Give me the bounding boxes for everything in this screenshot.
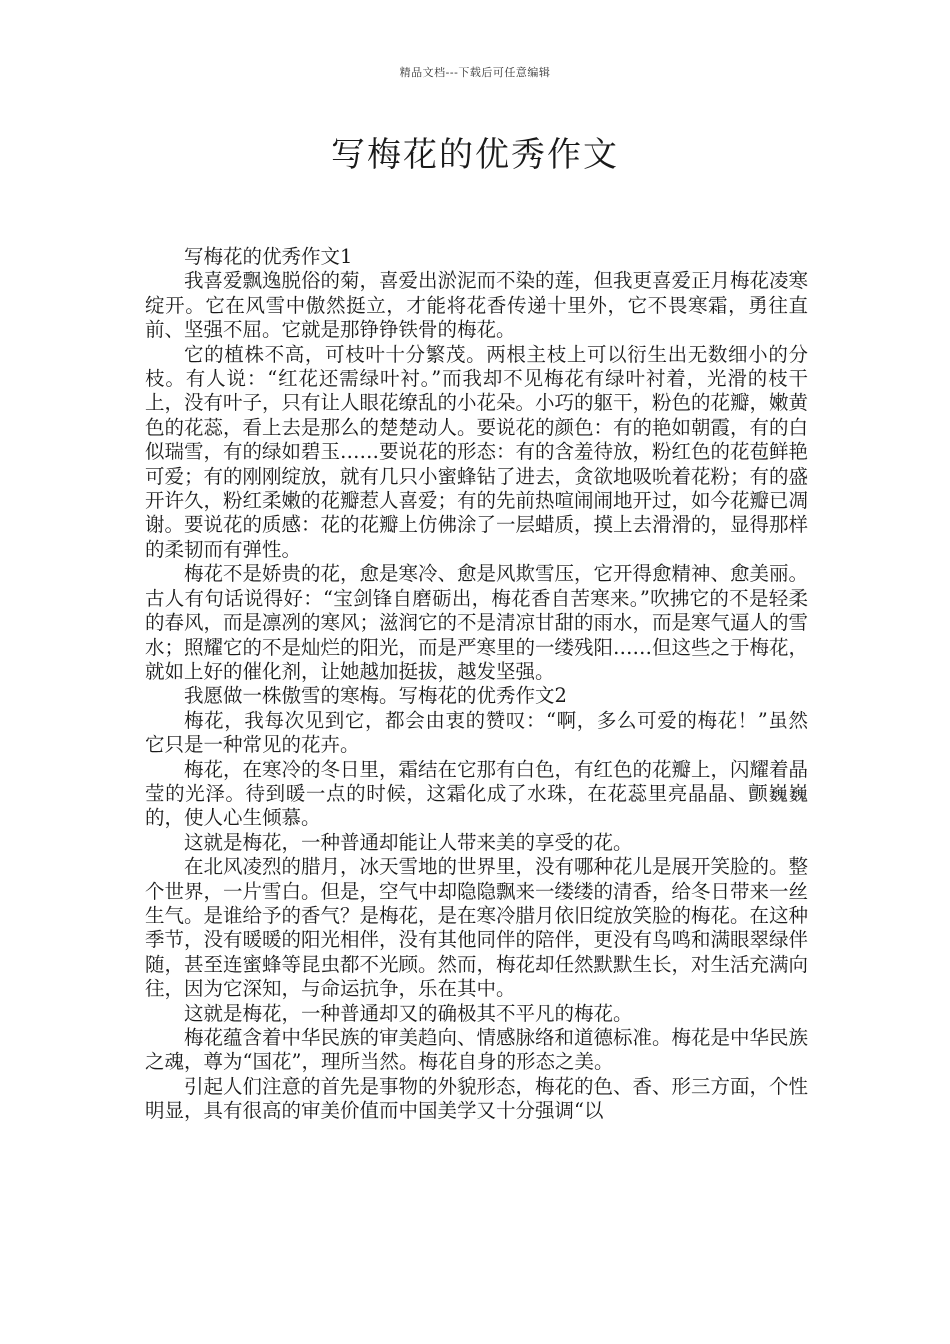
paragraph: 梅花不是娇贵的花，愈是寒冷、愈是风欺雪压，它开得愈精神、愈美丽。古人有句话说得好：“宝剑锋自磨砺出，梅花香自苦寒来。”吹拂它的不是轻柔的春风，而是凛冽的寒风；滋润它的不是清凉甘甜的雨水，而是寒气逼人的雪水；照耀它的不是灿烂的阳光，而是严寒里的一缕残阳……但这些之于梅花，就如上好的催化剂，让她越加挺拔，越发坚强。 <box>145 562 809 683</box>
paragraph: 梅花，在寒冷的冬日里，霜结在它那有白色，有红色的花瓣上，闪耀着晶莹的光泽。待到暖一点的时候，这霜化成了水珠，在花蕊里亮晶晶、颤巍巍的，使人心生倾慕。 <box>145 757 809 830</box>
paragraph: 这就是梅花，一种普通却又的确极其不平凡的梅花。 <box>184 1001 633 1025</box>
paragraph: 这就是梅花，一种普通却能让人带来美的享受的花。 <box>184 830 633 854</box>
paragraph: 梅花蕴含着中华民族的审美趋向、情感脉络和道德标准。梅花是中华民族之魂，尊为“国花”，理所当然。梅花自身的形态之美。 <box>145 1026 809 1074</box>
document-title: 写梅花的优秀作文 <box>331 135 619 175</box>
paragraph: 梅花，我每次见到它，都会由衷的赞叹：“啊，多么可爱的梅花！”虽然它只是一种常见的花卉。 <box>145 708 808 757</box>
paragraph: 我愿做一株傲雪的寒梅。写梅花的优秀作文2 <box>184 684 567 708</box>
paragraph: 引起人们注意的首先是事物的外貌形态，梅花的色、香、形三方面，个性明显，具有很高的审美价值而中国美学又十分强调“以 <box>145 1074 809 1123</box>
paragraph: 我喜爱飘逸脱俗的菊，喜爱出淤泥而不染的莲，但我更喜爱正月梅花凌寒绽开。它在风雪中傲然挺立，才能将花香传递十里外，它不畏寒霜，勇往直前、坚强不屈。它就是那铮铮铁骨的梅花。 <box>145 269 809 342</box>
paragraph: 在北风凌烈的腊月，冰天雪地的世界里，没有哪种花儿是展开笑脸的。整个世界，一片雪白。但是，空气中却隐隐飘来一缕缕的清香，给冬日带来一丝生气。是谁给予的香气？是梅花，是在寒冷腊月依旧绽放笑脸的梅花。在这种季节，没有暖暖的阳光相伴，没有其他同伴的陪伴，更没有鸟鸣和满眼翠绿伴随，甚至连蜜蜂等昆虫都不光顾。然而，梅花却任然默默生长，对生活充满向往，因为它深知，与命运抗争，乐在其中。 <box>145 855 809 1001</box>
document-body <box>145 245 808 1124</box>
paragraph: 它的植株不高，可枝叶十分繁茂。两根主枝上可以衍生出无数细小的分枝。有人说：“红花还需绿叶衬。”而我却不见梅花有绿叶衬着，光滑的枝干上，没有叶子，只有让人眼花缭乱的小花朵。小巧的躯干，粉色的花瓣，嫩黄色的花蕊，看上去是那么的楚楚动人。要说花的颜色：有的艳如朝霞，有的白似瑞雪，有的绿如碧玉……要说花的形态：有的含羞待放，粉红色的花苞鲜艳可爱；有的刚刚绽放，就有几只小蜜蜂钻了进去，贪欲地吸吮着花粉；有的盛开许久，粉红柔嫩的花瓣惹人喜爱；有的先前热喧闹闹地开过，如今花瓣已凋谢。要说花的质感：花的花瓣上仿佛涂了一层蜡质，摸上去滑滑的，显得那样的柔韧而有弹性。 <box>145 342 809 561</box>
paragraph: 写梅花的优秀作文1 <box>184 245 353 268</box>
header-note: 精品文档---下载后可任意编辑 <box>399 66 551 79</box>
